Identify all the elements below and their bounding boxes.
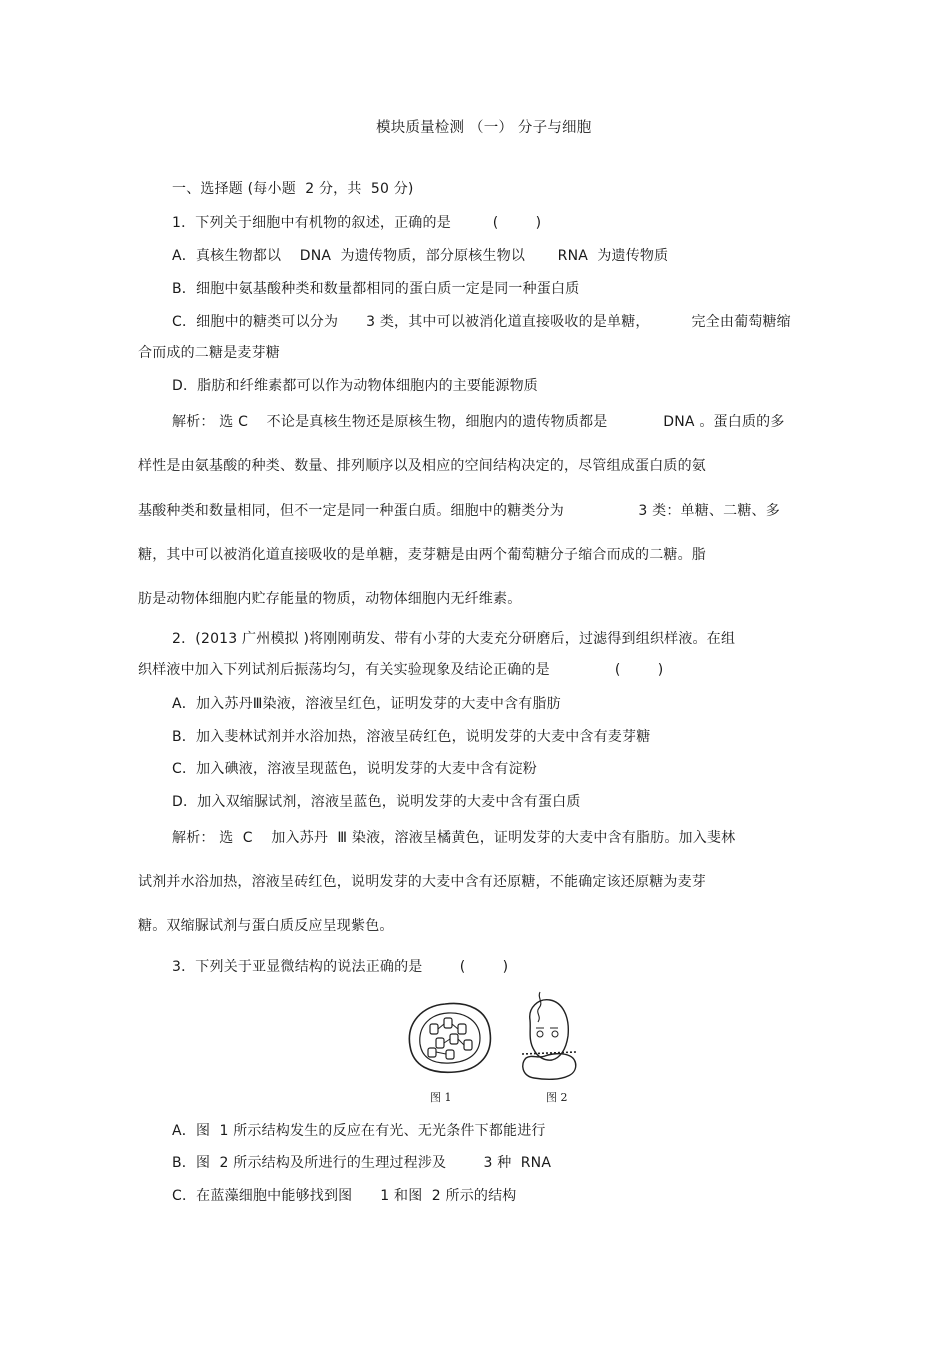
question-2-option-a: A．加入苏丹Ⅲ染液，溶液呈红色，证明发芽的大麦中含有脂肪: [172, 696, 561, 712]
question-1-option-c: C．细胞中的糖类可以分为 3 类，其中可以被消化道直接吸收的是单糖， 完全由葡萄糖缩: [172, 314, 791, 330]
question-2-option-d: D．加入双缩脲试剂，溶液呈蓝色，说明发芽的大麦中含有蛋白质: [172, 794, 581, 810]
question-1-option-d: D．脂肪和纤维素都可以作为动物体细胞内的主要能源物质: [172, 378, 538, 394]
question-1-analysis-line: 样性是由氨基酸的种类、数量、排列顺序以及相应的空间结构决定的，尽管组成蛋白质的氨: [138, 458, 706, 474]
question-3-option-c: C．在蓝藻细胞中能够找到图 1 和图 2 所示的结构: [172, 1188, 517, 1204]
question-1-option-a: A．真核生物都以 DNA 为遗传物质，部分原核生物以 RNA 为遗传物质: [172, 248, 669, 264]
section-heading: 一、选择题 (每小题 2 分，共 50 分): [172, 181, 414, 197]
question-2-option-b: B．加入斐林试剂并水浴加热，溶液呈砖红色，说明发芽的大麦中含有麦芽糖: [172, 729, 651, 745]
question-1-analysis-line: 基酸种类和数量相同，但不一定是同一种蛋白质。细胞中的糖类分为 3 类：单糖、二糖、多: [138, 503, 780, 519]
figure-2-structure: [522, 992, 576, 1079]
figure-1-structure: [409, 1003, 490, 1072]
structure-diagrams: [400, 988, 590, 1088]
question-2-analysis-line: 试剂并水浴加热，溶液呈砖红色，说明发芽的大麦中含有还原糖，不能确定该还原糖为麦芽: [138, 874, 706, 890]
question-1-option-c-cont: 合而成的二糖是麦芽糖: [138, 345, 280, 361]
question-1-analysis-line: 糖，其中可以被消化道直接吸收的是单糖，麦芽糖是由两个葡萄糖分子缩合而成的二糖。脂: [138, 547, 706, 563]
figure-1-caption: 图 1: [430, 1091, 452, 1104]
page-title: 模块质量检测 （一） 分子与细胞: [376, 120, 592, 136]
question-1-analysis-line: 肪是动物体细胞内贮存能量的物质，动物体细胞内无纤维素。: [138, 591, 522, 607]
question-3-figures: [400, 988, 590, 1106]
question-2-analysis-line: 糖。双缩脲试剂与蛋白质反应呈现紫色。: [138, 918, 394, 934]
question-1-stem: 1．下列关于细胞中有机物的叙述，正确的是 ( ): [172, 215, 542, 231]
question-2-stem-cont: 织样液中加入下列试剂后振荡均匀，有关实验现象及结论正确的是 ( ): [138, 662, 664, 678]
question-3-option-a: A．图 1 所示结构发生的反应在有光、无光条件下都能进行: [172, 1123, 546, 1139]
question-3-stem: 3．下列关于亚显微结构的说法正确的是 ( ): [172, 959, 509, 975]
question-2-option-c: C．加入碘液，溶液呈现蓝色，说明发芽的大麦中含有淀粉: [172, 761, 537, 777]
question-3-option-b: B．图 2 所示结构及所进行的生理过程涉及 3 种 RNA: [172, 1155, 552, 1171]
question-1-analysis-line: 解析： 选 C 不论是真核生物还是原核生物，细胞内的遗传物质都是 DNA 。蛋白质的多: [172, 414, 785, 430]
figure-2-caption: 图 2: [546, 1091, 568, 1104]
question-1-option-b: B．细胞中氨基酸种类和数量都相同的蛋白质一定是同一种蛋白质: [172, 281, 580, 297]
question-2-stem: 2．(2013 广州模拟 )将刚刚萌发、带有小芽的大麦充分研磨后，过滤得到组织样液。在组: [172, 631, 736, 647]
question-2-analysis-line: 解析： 选 C 加入苏丹 Ⅲ 染液，溶液呈橘黄色，证明发芽的大麦中含有脂肪。加入斐林: [172, 830, 736, 846]
